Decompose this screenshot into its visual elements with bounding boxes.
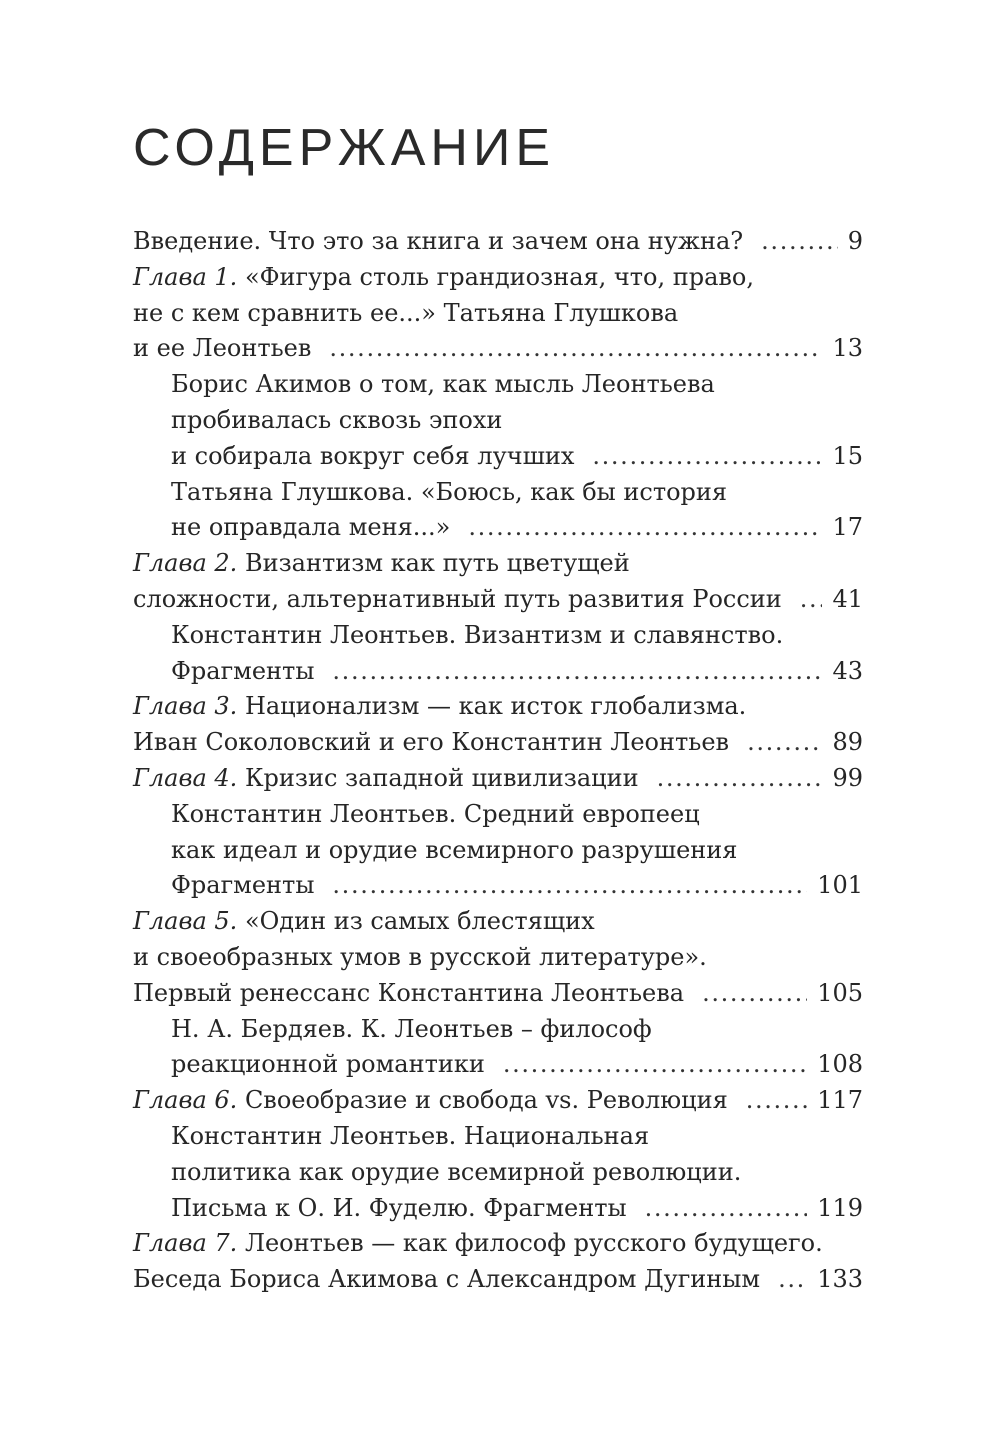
toc-entry-text: и ее Леонтьев [133,334,312,363]
leader-dots [468,510,822,546]
chapter-label: Глава 3. [133,692,238,721]
toc-entry-line [133,654,863,690]
page-number: 43 [832,656,863,685]
page-number: 133 [817,1265,863,1294]
page-number: 15 [832,441,863,470]
leader-dots [800,582,823,618]
toc-subentry-akimov[interactable] [133,367,863,403]
toc-entry-text: не оправдала меня...» [171,513,451,542]
toc-entry-chapter-5[interactable] [133,904,863,940]
toc-entry-chapter-3[interactable] [133,689,863,725]
leader-dots [778,1262,807,1298]
page-number: 13 [832,334,863,363]
chapter-label: Глава 2. [133,549,238,578]
toc-entry-text: Фрагменты [171,871,315,900]
toc-entry-line [133,1191,863,1227]
toc-entry-chapter-4[interactable] [133,761,863,797]
toc-entry-text: реакционной романтики [171,1050,485,1079]
page-number: 119 [817,1193,863,1222]
toc-entry-text: сложности, альтернативный путь развития России [133,584,782,613]
leader-dots [503,1047,807,1083]
chapter-label: Глава 5. [133,907,238,936]
toc-entry-text [133,761,639,797]
page-number: 117 [817,1086,863,1115]
toc-entry-line [133,331,863,367]
page-number: 105 [817,978,863,1007]
toc-entry-chapter-6[interactable] [133,1083,863,1119]
toc-entry-text: не с кем сравнить ее...» Татьяна Глушкова [133,298,679,327]
page-number: 17 [832,513,863,542]
toc-subentry-european[interactable] [133,797,863,833]
toc-entry-line [133,868,863,904]
table-of-contents [133,224,863,1298]
toc-entry-text: Введение. Что это за книга и зачем она нужна? [133,227,744,255]
toc-entry-text: Н. А. Бердяев. К. Леонтьев – философ [171,1014,652,1043]
toc-entry-line [133,1047,863,1083]
toc-entry-text: «Фигура столь грандиозная, что, право, [244,262,755,291]
toc-entry-text: Первый ренессанс Константина Леонтьева [133,978,685,1007]
toc-entry-line [133,439,863,475]
toc-subentry-berdyaev[interactable] [133,1012,863,1048]
leader-dots [746,1083,807,1119]
toc-entry-line [133,1155,863,1191]
toc-entry-text: Национализм — как исток глобализма. [244,692,747,721]
toc-entry-text: политика как орудие всемирной революции. [171,1157,742,1186]
toc-entry-text: и своеобразных умов в русской литературе». [133,942,707,971]
toc-entry-chapter-2[interactable] [133,546,863,582]
page-number: 99 [832,763,863,792]
toc-entry-text [133,1083,728,1119]
page-number: 9 [847,227,863,255]
toc-entry-chapter-1[interactable] [133,260,863,296]
toc-entry-text: как идеал и орудие всемирного разрушения [171,835,738,864]
toc-entry-line [133,976,863,1012]
toc-entry-text: Леонтьев — как философ русского будущего. [244,1229,823,1258]
toc-entry-text: Беседа Бориса Акимова с Александром Дугиным [133,1265,761,1294]
toc-subentry-byzantism[interactable] [133,618,863,654]
toc-entry-title: Кризис западной цивилизации [244,763,639,792]
toc-entry-text: Иван Соколовский и его Константин Леонтьев [133,728,730,757]
leader-dots [702,976,807,1012]
toc-entry-line [133,1262,863,1298]
toc-subentry-glushkova[interactable] [133,475,863,511]
toc-entry-text: пробивалась сквозь эпохи [171,405,503,434]
toc-entry-text: Константин Леонтьев. Средний европеец [171,799,700,828]
toc-entry-text: Константин Леонтьев. Национальная [171,1121,650,1150]
toc-entry-line [133,833,863,869]
toc-entry-line [133,296,863,332]
page-number: 41 [832,584,863,613]
toc-entry-text: Византизм как путь цветущей [244,549,630,578]
toc-entry-text: Письма к О. И. Фуделю. Фрагменты [171,1193,627,1222]
toc-subentry-national-policy[interactable] [133,1119,863,1155]
leader-dots [761,224,838,260]
chapter-label: Глава 6. [133,1086,238,1115]
chapter-label: Глава 7. [133,1229,238,1258]
toc-entry-line [133,940,863,976]
toc-entry-text: Борис Акимов о том, как мысль Леонтьева [171,370,715,399]
toc-entry-text: Татьяна Глушкова. «Боюсь, как бы история [171,477,728,506]
leader-dots [747,725,822,761]
page-title: СОДЕРЖАНИЕ [133,119,556,177]
leader-dots [592,439,822,475]
toc-entry-chapter-7[interactable] [133,1226,863,1262]
leader-dots [657,761,823,797]
toc-entry-text: Фрагменты [171,656,315,685]
chapter-label: Глава 4. [133,763,238,792]
toc-entry-line [133,403,863,439]
toc-entry-title: Своеобразие и свобода vs. Революция [244,1086,728,1115]
toc-entry-line [133,510,863,546]
leader-dots [329,331,822,367]
page-number: 101 [817,871,863,900]
page-number: 89 [832,728,863,757]
toc-entry-line [133,582,863,618]
toc-entry-intro[interactable] [133,224,863,260]
leader-dots [332,654,822,690]
chapter-label: Глава 1. [133,262,238,291]
toc-entry-text: Константин Леонтьев. Византизм и славянство. [171,620,784,649]
toc-entry-line [133,725,863,761]
toc-entry-text: и собирала вокруг себя лучших [171,441,575,470]
page-number: 108 [817,1050,863,1079]
leader-dots [645,1191,808,1227]
leader-dots [332,868,807,904]
toc-entry-text: «Один из самых блестящих [244,907,595,936]
